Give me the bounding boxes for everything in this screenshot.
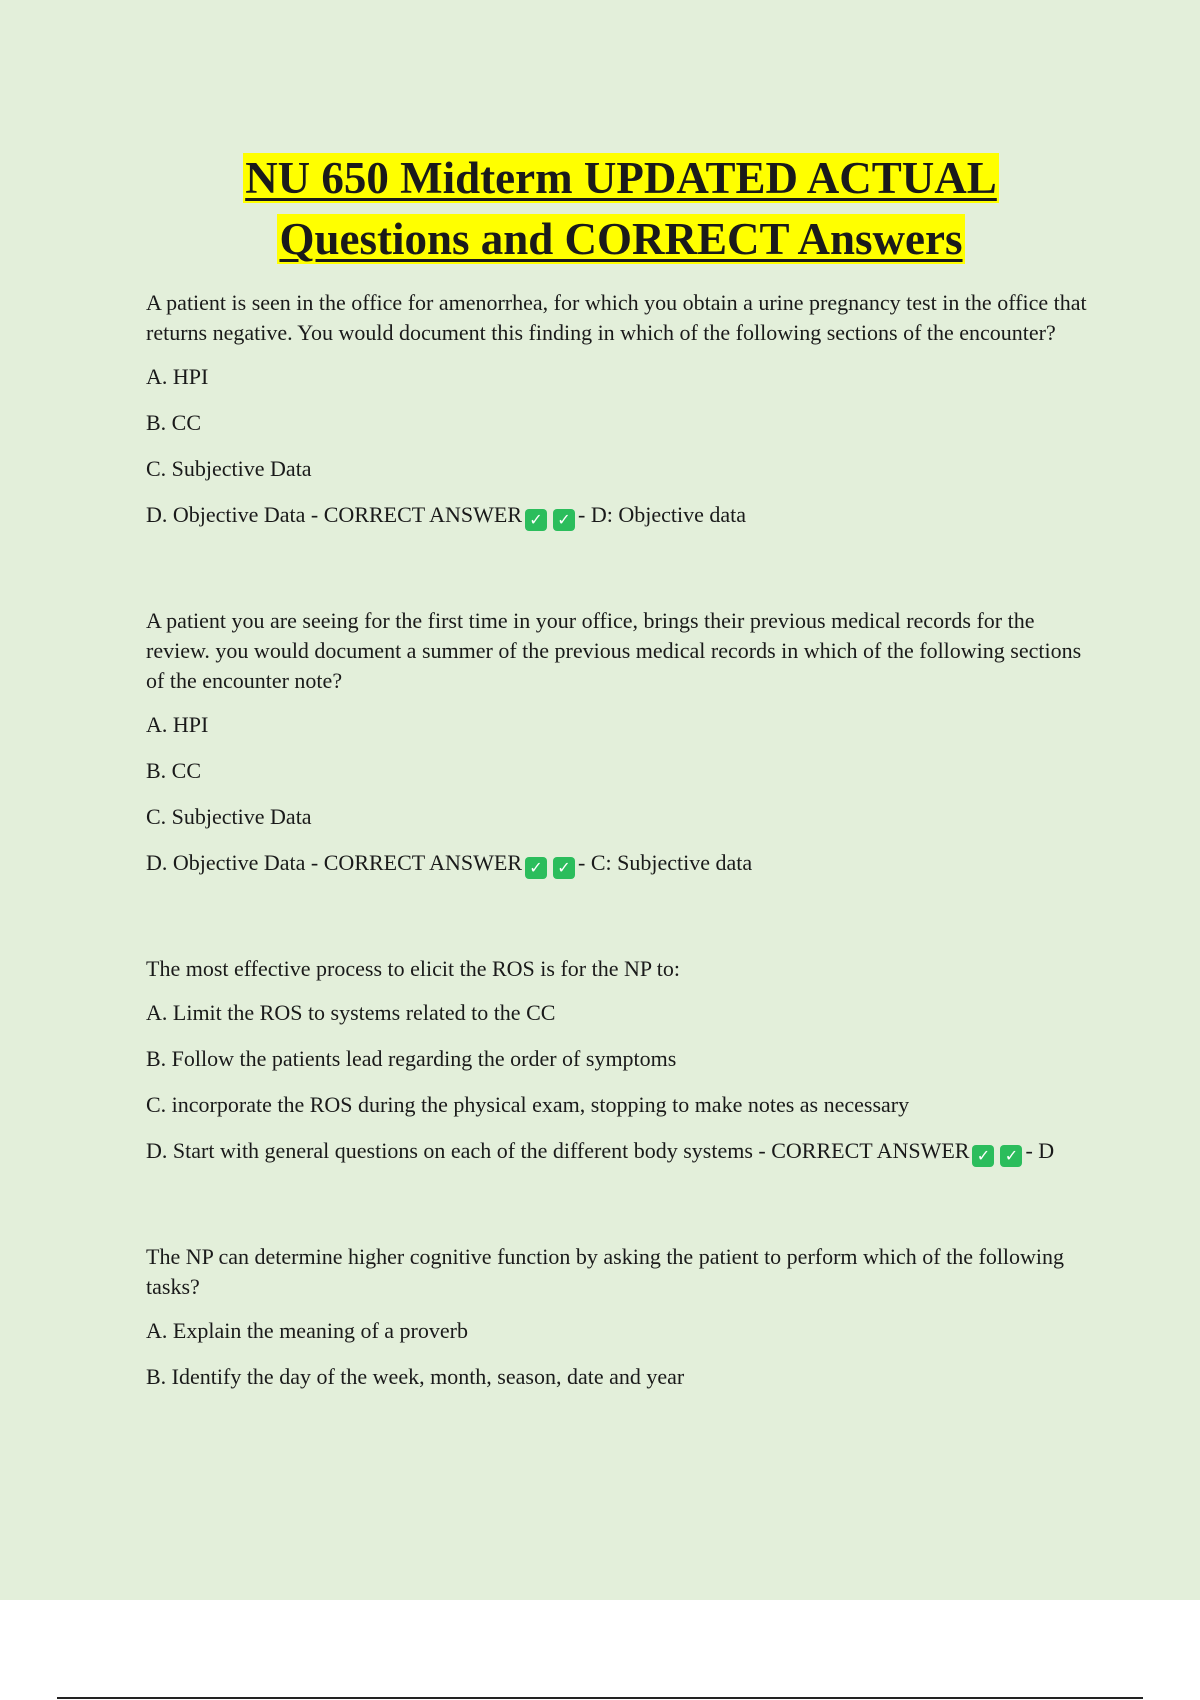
document-content [146,148,1096,1467]
option-b: B. Identify the day of the week, month, season, date and year [146,1364,685,1389]
option-a: A. HPI [146,712,209,737]
check-mark-icon: ✓ [525,857,547,879]
option-d-with-answer [146,848,1096,879]
document-title [146,148,1096,270]
correct-answer: - C: Subjective data [578,850,753,875]
question-stem: The NP can determine higher cognitive function by asking the patient to perform which of the following tasks? [146,1244,1065,1299]
question-3 [146,954,1096,1167]
correct-answer: - D [1025,1138,1055,1163]
option-b: B. CC [146,758,202,783]
question-stem: The most effective process to elicit the ROS is for the NP to: [146,956,681,981]
check-mark-icon: ✓ [553,857,575,879]
option-d: D. Start with general questions on each of the different body systems - CORRECT ANSWER [146,1138,970,1163]
footer-divider [57,1697,1143,1699]
option-d: D. Objective Data - CORRECT ANSWER [146,502,522,527]
question-2 [146,606,1096,879]
option-d: D. Objective Data - CORRECT ANSWER [146,850,522,875]
title-line-1: NU 650 Midterm UPDATED ACTUAL [245,153,997,203]
option-a: A. Explain the meaning of a proverb [146,1318,468,1343]
question-1 [146,288,1096,531]
option-c: C. Subjective Data [146,804,312,829]
question-4 [146,1242,1096,1392]
question-stem: A patient is seen in the office for amenorrhea, for which you obtain a urine pregnancy test in the office that returns negative. You would document this finding in which of the following sections of the encounter? [146,290,1087,345]
option-b: B. Follow the patients lead regarding the order of symptoms [146,1046,677,1071]
option-c: C. incorporate the ROS during the physical exam, stopping to make notes as necessary [146,1092,910,1117]
question-stem: A patient you are seeing for the first time in your office, brings their previous medical records for the review. you would document a summer of the previous medical records in which of the following sections of the encounter note? [146,608,1082,693]
option-c: C. Subjective Data [146,456,312,481]
check-mark-icon: ✓ [525,509,547,531]
check-mark-icon: ✓ [972,1145,994,1167]
check-mark-icon: ✓ [553,509,575,531]
title-line-2: Questions and CORRECT Answers [279,214,963,264]
correct-answer: - D: Objective data [578,502,746,527]
option-d-with-answer [146,1136,1096,1167]
option-d-with-answer [146,500,1096,531]
option-a: A. HPI [146,364,209,389]
option-b: B. CC [146,410,202,435]
option-a: A. Limit the ROS to systems related to the CC [146,1000,556,1025]
check-mark-icon: ✓ [1000,1145,1022,1167]
